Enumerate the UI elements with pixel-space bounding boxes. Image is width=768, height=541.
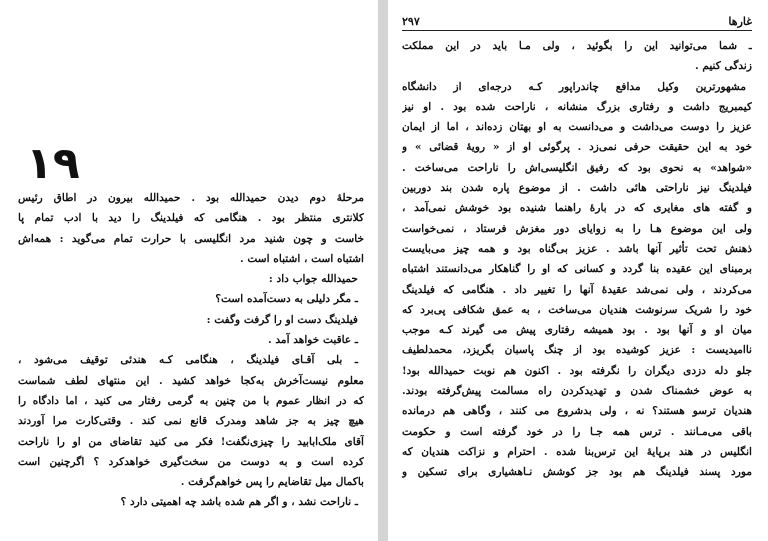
running-title: غارها	[728, 15, 752, 28]
right-line: ولی این موضوع هـا را به زوایای دور مغزش فرستاد ، نمی‌خواست	[402, 222, 752, 235]
left-line: کلانتری منتظر بود . هنگامی که فیلدینگ را دید با ادب تمام پا	[18, 212, 364, 225]
left-line: باکمال میل تقاضایم را پس خواهم‌گرفت .	[180, 476, 364, 489]
left-line: آقای ملک‌ابابید را چیزی‌نگفت! فکر می کنید تقاضای من او را ناراحت	[18, 435, 364, 448]
page-number: ۲۹۷	[402, 15, 420, 28]
left-page	[0, 0, 378, 541]
right-line: میان او و آنها بود . بود همیشه رفتاری پیش می گیرند کـه موجب	[402, 324, 752, 337]
left-line: معلوم نیست‌آخرش به‌کجا خواهد کشید . این منتهای لطف شماست	[18, 374, 364, 387]
right-page	[388, 0, 768, 541]
right-line: فیلدینگ نیز ناراحتی هائی داشت . از موضوع پاره شدن بند دوربین	[402, 182, 752, 195]
right-line: به عوض خشمناک شدن و تهدیدکردن راه مسالمت پیش‌گرفته بودند.	[402, 385, 752, 398]
left-line: هیچ چیز به جز شاهد ومدرک قانع نمی کند . وقتی‌کارت مرا آوردند	[18, 415, 364, 428]
left-line: که در انظار عموم با من چنین به گرمی رفتار می کنید ، اما دادگاه را	[18, 394, 364, 407]
left-page-body	[18, 188, 364, 513]
left-line: ـ مگر دلیلی به دست‌آمده است؟	[215, 293, 358, 306]
right-line: می‌کردند ، ولی نمی‌شد عقیدهٔ آنها را تغییر داد . هنگامی که فیلدینگ	[402, 283, 752, 296]
left-line: خاست و چون شنید مرد انگلیسی با حرارت تمام می‌گوید : همه‌اش	[18, 232, 364, 245]
right-line: باقی می‌مـانند . ترس همه جـا را در خود گرفته است و حکومت	[402, 425, 752, 438]
left-line: مرحلهٔ دوم دیدن حمیدالله بود . حمیدالله بیرون در اطاق رئیس	[18, 192, 364, 204]
right-line: جلو دله دزدی دیگران را نگرفته بود . اکنون هم نوبت حمیدالله بود!	[402, 364, 752, 377]
right-line: ذهنش تحت تأثیر آنها باشد . عزیز بی‌گناه بود و همه چیز می‌بایست	[402, 242, 752, 255]
right-line: مورد پسند فیلدینگ هم بود جز کوشش نـاهشیاری برای تسکین و	[402, 466, 752, 479]
left-line: ـ عاقبت خواهد آمد .	[267, 334, 358, 347]
book-gutter	[378, 0, 388, 541]
right-line: خود به این حقیقت حرفی نمی‌زد . پرگوئی او از « رویهٔ قضائی » و	[402, 141, 752, 154]
page-header	[402, 10, 752, 31]
right-line: خود را شریک سرنوشت هندیان می‌ساخت ، به عمق شکافی پی‌برد که	[402, 303, 752, 316]
right-line: «شواهد» به نحوی بود که رفیق انگلیسی‌اش را ناراحت می‌ساخت .	[402, 161, 752, 174]
right-line: هندیان ترسو هستند؟ نه ، ولی بدشروع می کنند ، وگاهی هم درمانده	[402, 405, 752, 418]
right-line: عزیز را دوست می‌داشت و می‌دانست به او بهتان زده‌اند ، اما از ایمان	[402, 121, 752, 134]
right-line: ناامیدیست : عزیز کوشیده بود از چنگ پاسبان بگریزد، محمدلطیف	[402, 344, 752, 357]
left-line: ـ بلی آقـای فیلدینگ ، هنگامی کـه هندئی توقیف می‌شود ،	[18, 354, 358, 367]
right-page-body	[402, 36, 752, 483]
left-line: ـ ناراحت نشد ، و اگر هم شده باشد چه اهمیتی دارد ؟	[120, 496, 358, 509]
left-line: فیلدینگ دست او را گرفت وگفت :	[206, 313, 358, 326]
right-line: ـ شما می‌توانید این را بگوئید ، ولی مـا باید در این مملکت	[402, 40, 752, 52]
right-line: زندگی کنیم .	[694, 60, 752, 73]
right-line: و گفته های مغایری که در بارهٔ راهنما شنیده بود خوشش نمی‌آمد ،	[402, 202, 752, 215]
left-line: کرده است و به دوست من سخت‌گیری خواهدکرد ؟ اگرچنین است	[18, 455, 364, 468]
right-line: انگلیس در هند برپایهٔ این ترس‌بنا شده . احترام و نزاکت هندیان که	[402, 445, 752, 458]
chapter-number: ۱۹	[26, 138, 80, 189]
right-line: مشهورترین وکیل مدافع چاندراپور کـه درجه‌ای از دانشگاه	[402, 80, 746, 93]
right-line: برمبنای این عقیده بنا گردد و کسانی که او را گناهکار می‌دانستند اشتباه	[402, 263, 752, 276]
left-line: حمیدالله جواب داد :	[268, 273, 358, 286]
right-line: کیمبریج داشت و رفتاری بزرگ منشانه ، ناراحت شده بود . او نیز	[402, 100, 752, 113]
left-line: اشتباه است ، اشتباه است .	[240, 252, 364, 265]
